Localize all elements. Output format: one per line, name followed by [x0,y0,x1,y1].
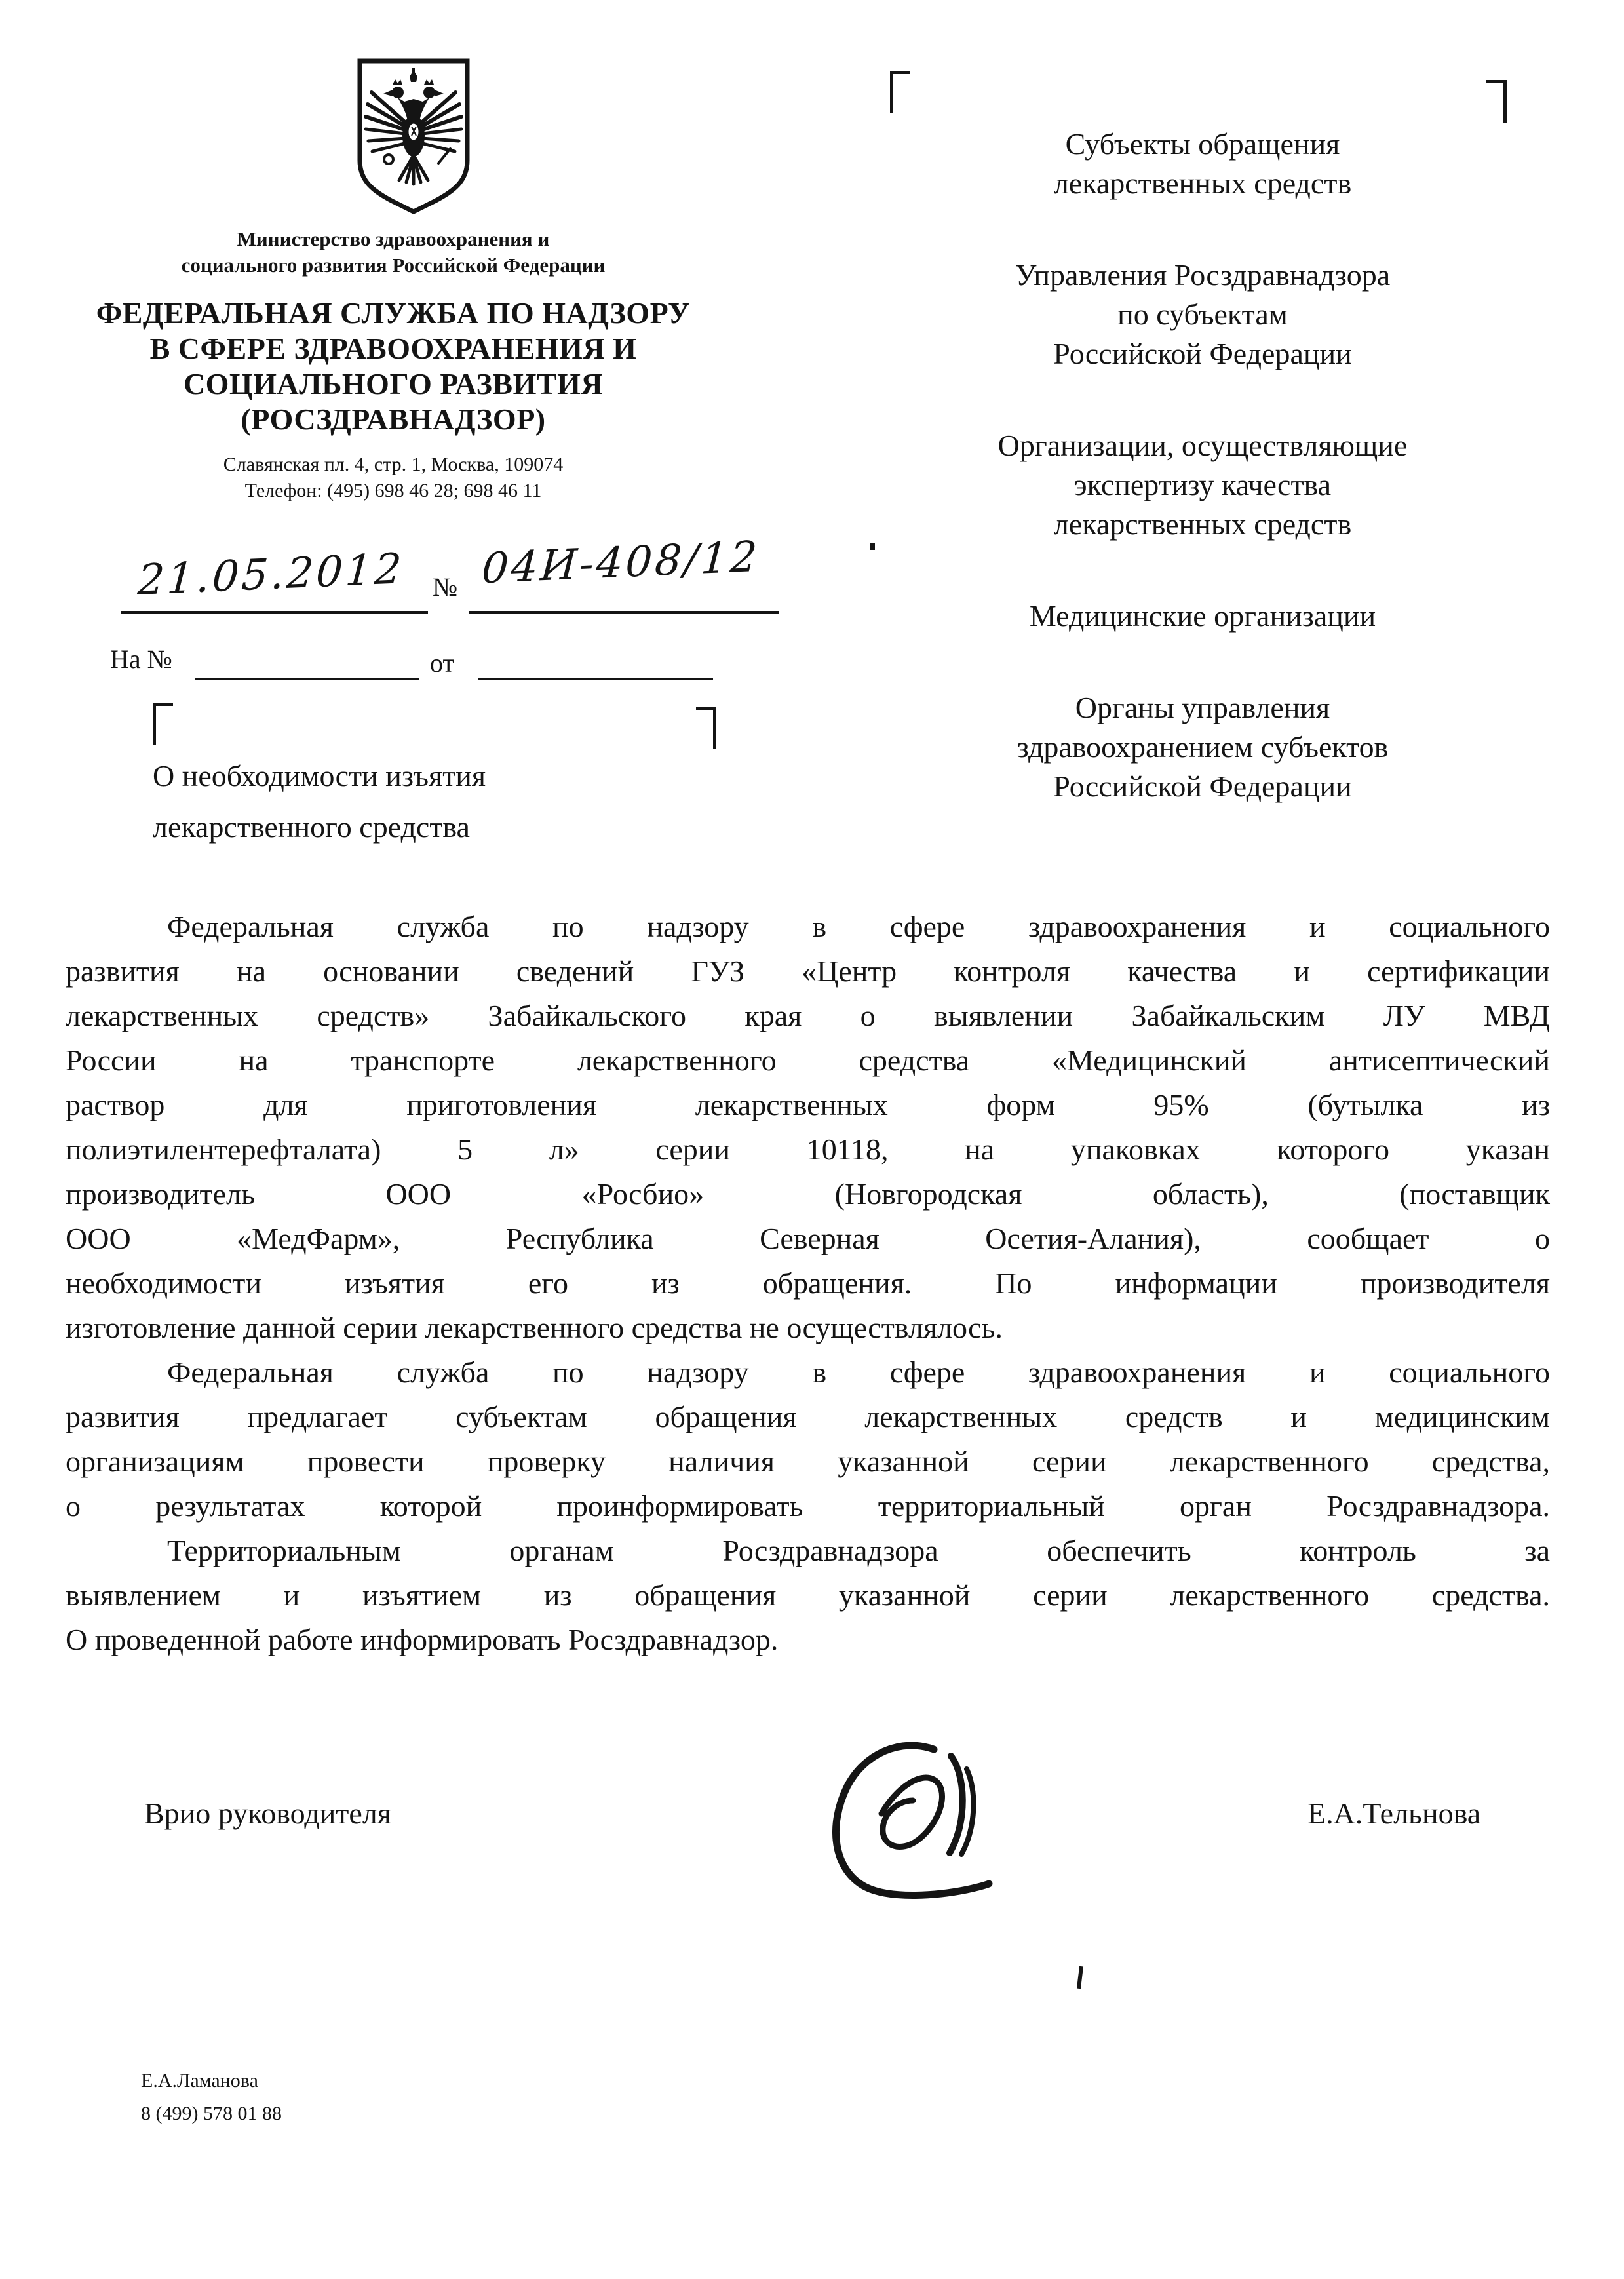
ministry-line: социального развития Российской Федерации [181,254,606,277]
addressee-line: лекарственных средств [1053,166,1352,200]
service-line: В СФЕРЕ ЗДРАВООХРАНЕНИЯ И [149,332,637,365]
body-line: развития предлагает субъектам обращения лекарственных средств и медицинским [66,1400,1550,1433]
addressee-line: Организации, осуществляющие [997,429,1408,462]
scan-artifact [1077,1966,1083,1989]
addressee-line: Субъекты обращения [1065,127,1340,161]
address-line: Славянская пл. 4, стр. 1, Москва, 109074 [223,454,564,475]
body-line: необходимости изъятия его из обращения. По информации производителя [66,1266,1550,1300]
addressee-block [875,256,1530,374]
addressee-line: экспертизу качества [1073,468,1332,501]
corner-mark-icon [1486,80,1507,123]
service-line: СОЦИАЛЬНОГО РАЗВИТИЯ [183,367,604,400]
executor-phone: 8 (499) 578 01 88 [141,2103,282,2124]
corner-mark-icon [696,707,716,749]
addressee-line: Органы управления [1075,691,1330,724]
subject [153,750,486,853]
subject-line: лекарственного средства [153,810,470,844]
body-line: полиэтилентерефталата) 5 л» серии 10118, на упаковках которого указан [66,1133,1550,1166]
number-sign: № [433,572,458,602]
body-line: России на транспорте лекарственного средства «Медицинский антисептический [66,1043,1550,1077]
number-underline [469,611,779,614]
addressee-block [875,426,1530,544]
body-line: выявлением и изъятием из обращения указанной серии лекарственного средства. [66,1578,1550,1612]
signature-scribble-icon [803,1734,1026,1920]
service-name [59,296,727,437]
addressee-block [875,688,1530,806]
addressee-line: Медицинские организации [1029,599,1376,633]
body-line: Территориальным органам Росздравнадзора обеспечить контроль за [167,1534,1550,1567]
phone-line: Телефон: (495) 698 46 28; 698 46 11 [244,480,542,501]
russia-coat-of-arms-icon [355,56,473,220]
addressees [875,125,1530,859]
service-line: (РОСЗДРАВНАДЗОР) [241,402,546,436]
service-line: ФЕДЕРАЛЬНАЯ СЛУЖБА ПО НАДЗОРУ [96,296,691,330]
addressee-line: здравоохранением субъектов [1016,730,1389,764]
executor-name: Е.А.Ламанова [141,2070,258,2092]
body-line: развития на основании сведений ГУЗ «Центр контроля качества и сертификации [66,954,1550,988]
addressee-line: по субъектам [1117,298,1288,331]
date-underline [121,611,428,614]
body-line: О проведенной работе информировать Росздравнадзор. [66,1623,779,1656]
subject-line: О необходимости изъятия [153,759,486,792]
body-line: Федеральная служба по надзору в сфере здравоохранения и социального [167,1355,1550,1389]
reply-number-label: На № [110,644,172,674]
body-text [66,905,1550,1662]
addressee-line: лекарственных средств [1053,507,1352,541]
body-line: ООО «МедФарм», Республика Северная Осетия-Алания), сообщает о [66,1222,1550,1255]
reply-from-underline [478,678,713,680]
addressee-line: Российской Федерации [1053,769,1352,803]
body-line: организациям провести проверку наличия указанной серии лекарственного средства, [66,1445,1550,1478]
body-line: производитель ООО «Росбио» (Новгородская область), (поставщик [66,1177,1550,1211]
body-line: раствор для приготовления лекарственных форм 95% (бутылка из [66,1088,1550,1121]
addressee-block [875,596,1530,636]
body-line: Федеральная служба по надзору в сфере здравоохранения и социального [167,910,1550,943]
corner-mark-icon [153,703,173,745]
signer-position: Врио руководителя [144,1797,391,1830]
body-line: изготовление данной серии лекарственного средства не осуществлялось. [66,1311,1003,1344]
addressee-line: Российской Федерации [1053,337,1352,370]
letterhead-contact [59,452,727,504]
ministry-line: Министерство здравоохранения и [237,227,550,250]
reply-number-underline [195,678,419,680]
signer-name: Е.А.Тельнова [1307,1797,1481,1830]
addressee-line: Управления Росздравнадзора [1015,258,1391,292]
body-line: о результатах которой проинформировать территориальный орган Росздравнадзора. [66,1489,1550,1523]
addressee-block [875,125,1530,203]
handwritten-number: 04И-408/12 [480,532,762,594]
handwritten-date: 21.05.2012 [136,545,406,605]
footer [141,2065,282,2130]
scan-artifact [870,543,875,550]
corner-mark-icon [890,71,910,113]
reply-from-label: от [430,648,454,678]
body-line: лекарственных средств» Забайкальского края о выявлении Забайкальским ЛУ МВД [66,999,1550,1032]
ministry-name [59,226,727,279]
letterhead [59,56,727,504]
